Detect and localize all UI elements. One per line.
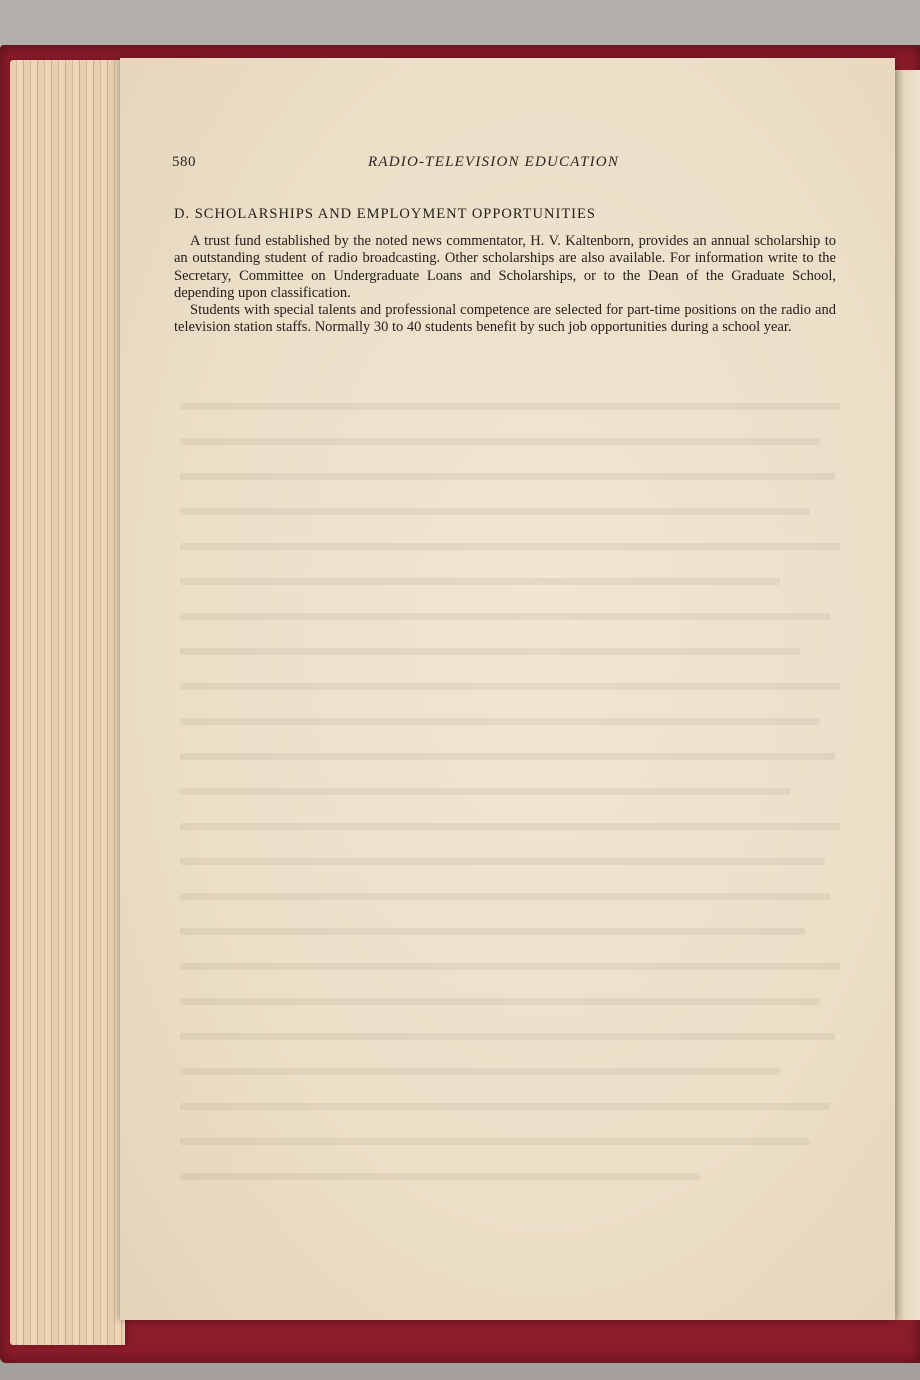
bleed-through-line (180, 683, 840, 690)
bleed-through-line (180, 928, 805, 935)
bleed-through-line (180, 718, 820, 725)
bleed-through-line (180, 753, 835, 760)
page-content (174, 206, 836, 337)
running-title: RADIO-TELEVISION EDUCATION (368, 154, 620, 170)
bleed-through-line (180, 1033, 835, 1040)
bleed-through-line (180, 788, 790, 795)
bleed-through-line (180, 893, 830, 900)
bleed-through-line (180, 473, 835, 480)
bleed-through-line (180, 998, 820, 1005)
bleed-through-line (180, 963, 840, 970)
bleed-through-line (180, 403, 840, 410)
bleed-through-line (180, 1138, 810, 1145)
page-edges-stack (10, 60, 125, 1345)
bleed-through-line (180, 823, 840, 830)
bleed-through-line (180, 648, 800, 655)
bleed-through-line (180, 1068, 780, 1075)
facing-page-edge (893, 70, 920, 1320)
paragraph-employment: Students with special talents and professional competence are selected for part-time positions on the radio and television station staffs. Normally 30 to 40 students benefit by such job opportunities during a school year. (174, 302, 836, 336)
bleed-through-line (180, 578, 780, 585)
bleed-through-line (180, 508, 810, 515)
running-head (172, 154, 642, 176)
bleed-through-line (180, 438, 820, 445)
bleed-through-line (180, 613, 830, 620)
bleed-through-line (180, 1173, 700, 1180)
section-heading: D. SCHOLARSHIPS AND EMPLOYMENT OPPORTUNITIES (174, 206, 596, 222)
bleed-through-line (180, 543, 840, 550)
bleed-through-line (180, 1103, 830, 1110)
page-number: 580 (172, 154, 196, 170)
paragraph-scholarships: A trust fund established by the noted news commentator, H. V. Kaltenborn, provides an annual scholarship to an outstanding student of radio broadcasting. Other scholarships are also available. For information write to the Secretary, Committee on Undergraduate Loans and Scholarships, or to the Dean of the Graduate School, depending upon classification. (174, 233, 836, 301)
bleed-through-line (180, 858, 825, 865)
